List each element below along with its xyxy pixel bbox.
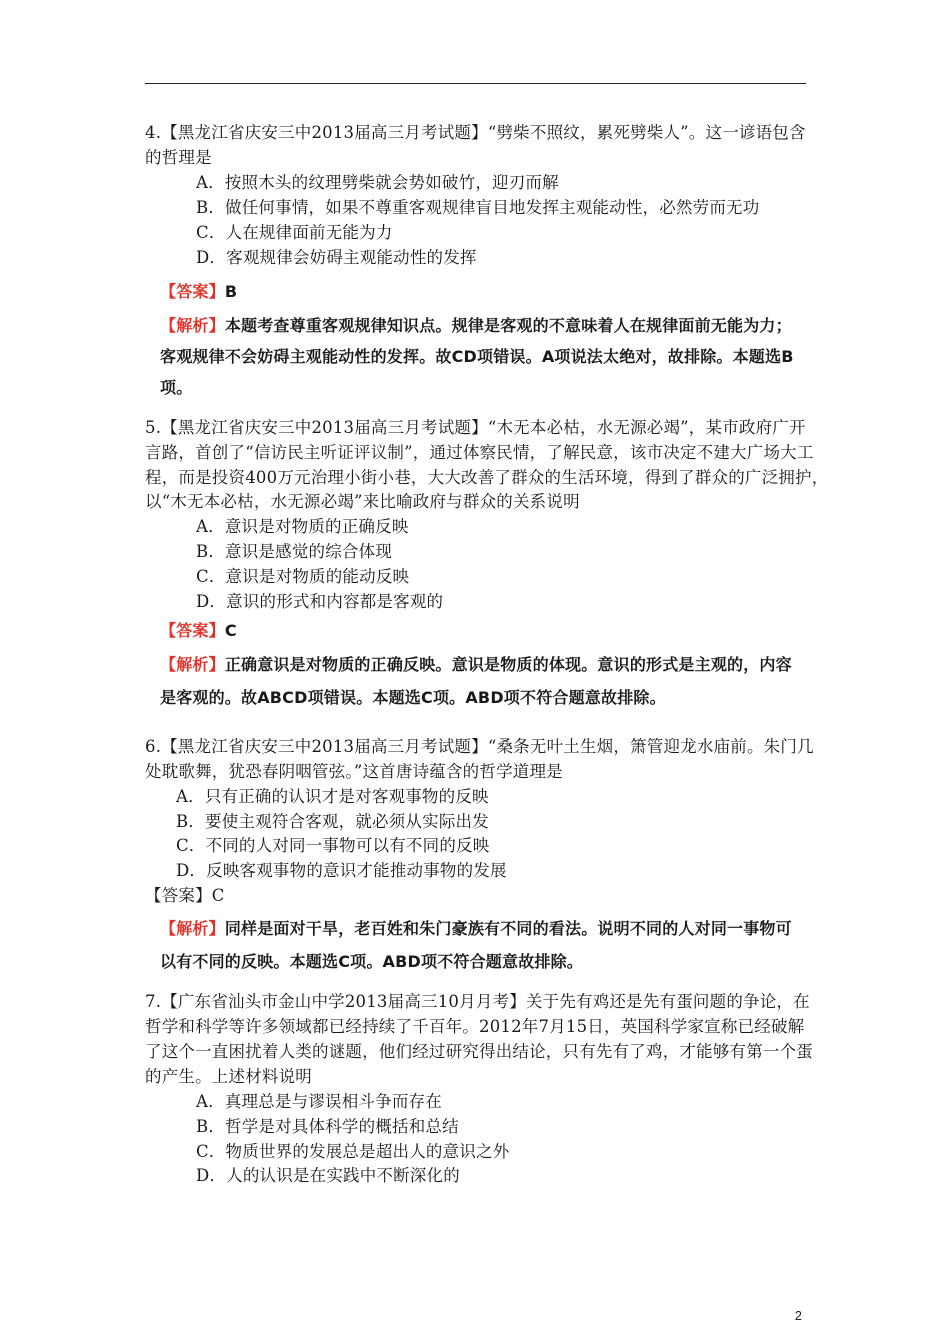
q6-option-a: A．只有正确的认识才是对客观事物的反映 — [176, 787, 489, 806]
q5-option-c: C．意识是对物质的能动反映 — [196, 567, 410, 586]
q6-option-d: D．反映客观事物的意识才能推动事物的发展 — [176, 861, 507, 880]
q4-analysis-line-1 — [160, 314, 792, 338]
q4-analysis-tag: 【解析】 — [160, 316, 225, 335]
q5-stem-line-1: 5.【黑龙江省庆安三中2013届高三月考试题】“木无本必枯，水无源必竭”，某市政府广开 — [145, 418, 806, 437]
q7-option-c: C．物质世界的发展总是超出人的意识之外 — [196, 1142, 510, 1161]
q6-option-c: C．不同的人对同一事物可以有不同的反映 — [176, 836, 490, 855]
q4-option-b: B．做任何事情，如果不尊重客观规律盲目地发挥主观能动性，必然劳而无功 — [196, 198, 760, 217]
q7-option-b: B．哲学是对具体科学的概括和总结 — [196, 1117, 459, 1136]
q5-stem-line-3: 程，而是投资400万元治理小街小巷，大大改善了群众的生活环境，得到了群众的广泛拥护， — [145, 468, 829, 487]
q4-answer-value: B — [224, 282, 238, 301]
q5-analysis-tag: 【解析】 — [160, 655, 225, 674]
q6-option-b: B．要使主观符合客观，就必须从实际出发 — [176, 812, 489, 831]
q5-answer-tag: 【答案】 — [160, 621, 225, 640]
q4-analysis-text-1: 本题考查尊重客观规律知识点。规律是客观的不意味着人在规律面前无能为力； — [224, 316, 792, 335]
q5-answer — [160, 619, 237, 643]
q6-stem-line-1: 6.【黑龙江省庆安三中2013届高三月考试题】“桑条无叶土生烟，箫管迎龙水庙前。朱门几 — [145, 737, 814, 756]
q7-stem-line-1: 7.【广东省汕头市金山中学2013届高三10月月考】关于先有鸡还是先有蛋问题的争论，在 — [145, 992, 810, 1011]
q5-option-d: D．意识的形式和内容都是客观的 — [196, 592, 444, 611]
q7-option-a: A．真理总是与谬误相斗争而存在 — [196, 1092, 442, 1111]
q5-option-b: B．意识是感觉的综合体现 — [196, 542, 393, 561]
q6-answer: 【答案】C — [145, 886, 225, 905]
q4-stem-line-2: 的哲理是 — [145, 148, 212, 167]
q4-stem-line-1: 4.【黑龙江省庆安三中2013届高三月考试题】“劈柴不照纹，累死劈柴人”。这一谚语包含 — [145, 123, 806, 142]
q4-option-d: D．客观规律会妨碍主观能动性的发挥 — [196, 248, 477, 267]
q6-analysis-text-1: 同样是面对干旱，老百姓和朱门豪族有不同的看法。说明不同的人对同一事物可 — [224, 919, 792, 938]
q5-analysis-text-1: 正确意识是对物质的正确反映。意识是物质的体现。意识的形式是主观的，内容 — [224, 655, 792, 674]
q5-answer-value: C — [224, 621, 237, 640]
q4-option-c: C．人在规律面前无能为力 — [196, 223, 393, 242]
header-rule — [145, 83, 806, 84]
q7-stem-line-4: 的产生。上述材料说明 — [145, 1067, 312, 1086]
q4-answer-tag: 【答案】 — [160, 282, 225, 301]
q4-analysis-line-3: 项。 — [160, 378, 193, 397]
q5-analysis-line-1 — [160, 653, 792, 677]
page-number: 2 — [794, 1308, 802, 1323]
q6-analysis-line-1 — [160, 917, 792, 941]
q7-option-d: D．人的认识是在实践中不断深化的 — [196, 1166, 460, 1185]
q4-answer — [160, 280, 237, 304]
q7-stem-line-3: 了这个一直困扰着人类的谜题，他们经过研究得出结论，只有先有了鸡，才能够有第一个蛋 — [145, 1042, 813, 1061]
q7-stem-line-2: 哲学和科学等许多领域都已经持续了千百年。2012年7月15日，英国科学家宣称已经破解 — [145, 1017, 805, 1036]
q5-analysis-line-2: 是客观的。故ABCD项错误。本题选C项。ABD项不符合题意故排除。 — [160, 688, 666, 707]
q6-analysis-tag: 【解析】 — [160, 919, 225, 938]
q4-analysis-line-2: 客观规律不会妨碍主观能动性的发挥。故CD项错误。A项说法太绝对，故排除。本题选B — [160, 347, 794, 366]
q5-option-a: A．意识是对物质的正确反映 — [196, 517, 409, 536]
q5-stem-line-2: 言路，首创了“信访民主听证评议制”，通过体察民情，了解民意，该市决定不建大广场大工 — [145, 443, 814, 462]
q6-stem-line-2: 处耽歌舞，犹恐春阴咽管弦。”这首唐诗蕴含的哲学道理是 — [145, 762, 563, 781]
q6-analysis-line-2: 以有不同的反映。本题选C项。ABD项不符合题意故排除。 — [160, 952, 584, 971]
q4-option-a: A．按照木头的纹理劈柴就会势如破竹，迎刃而解 — [196, 173, 559, 192]
q5-stem-line-4: 以“木无本必枯，水无源必竭”来比喻政府与群众的关系说明 — [145, 492, 580, 511]
